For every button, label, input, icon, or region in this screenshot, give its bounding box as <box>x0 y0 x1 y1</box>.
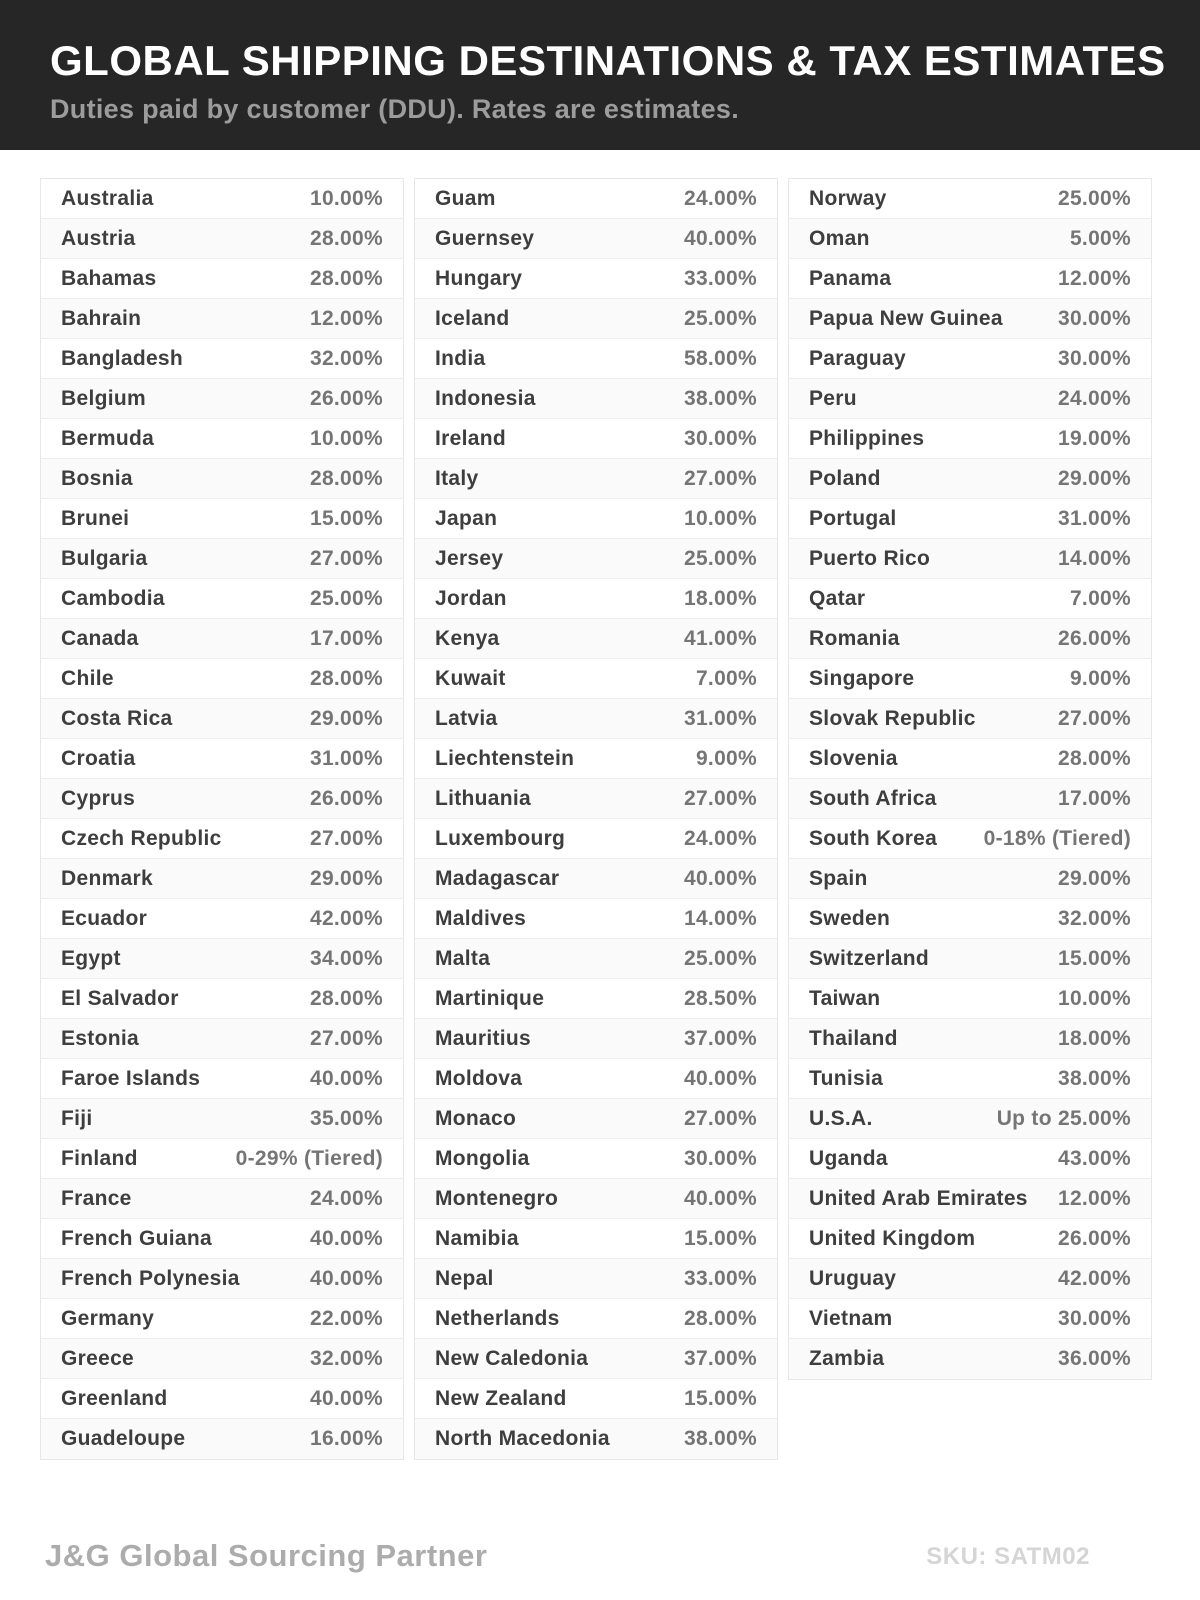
country-label: Thailand <box>809 1026 898 1050</box>
country-label: France <box>61 1186 132 1210</box>
table-row <box>789 219 1151 259</box>
rate-value: 27.00% <box>683 1106 757 1130</box>
table-row <box>41 819 403 859</box>
rate-value: 24.00% <box>683 826 757 850</box>
rate-value: 27.00% <box>683 466 757 490</box>
table-row <box>415 939 777 979</box>
table-row <box>789 459 1151 499</box>
table-row <box>415 1139 777 1179</box>
country-label: Maldives <box>435 906 527 930</box>
rate-value: 37.00% <box>683 1026 757 1050</box>
rate-value: 17.00% <box>309 626 383 650</box>
country-label: Slovak Republic <box>809 706 976 730</box>
table-row <box>41 1179 403 1219</box>
rate-value: 29.00% <box>1057 466 1131 490</box>
rate-value: 41.00% <box>683 626 757 650</box>
country-label: Bahrain <box>61 306 142 330</box>
rate-value: 10.00% <box>683 506 757 530</box>
rate-value: 34.00% <box>309 946 383 970</box>
table-row <box>41 939 403 979</box>
table-row <box>415 179 777 219</box>
table-row <box>789 579 1151 619</box>
country-label: Mongolia <box>435 1146 530 1170</box>
table-row <box>415 299 777 339</box>
table-row <box>415 1059 777 1099</box>
table-row <box>415 539 777 579</box>
rates-column-3 <box>788 178 1152 1380</box>
country-label: Taiwan <box>809 986 881 1010</box>
rate-value: 26.00% <box>1057 626 1131 650</box>
rate-value: Up to 25.00% <box>996 1106 1131 1130</box>
rate-value: 15.00% <box>1057 946 1131 970</box>
country-label: Netherlands <box>435 1306 560 1330</box>
rate-value: 40.00% <box>683 1186 757 1210</box>
country-label: Bermuda <box>61 426 155 450</box>
country-label: Norway <box>809 186 887 210</box>
country-label: Brunei <box>61 506 130 530</box>
country-label: Malta <box>435 946 491 970</box>
table-row <box>789 979 1151 1019</box>
table-row <box>415 859 777 899</box>
table-row <box>415 779 777 819</box>
country-label: Kuwait <box>435 666 506 690</box>
country-label: South Africa <box>809 786 937 810</box>
table-row <box>41 499 403 539</box>
table-row <box>789 699 1151 739</box>
rates-table <box>40 178 1152 1460</box>
country-label: Papua New Guinea <box>809 306 1003 330</box>
country-label: Germany <box>61 1306 155 1330</box>
table-row <box>789 1339 1151 1379</box>
table-row <box>41 979 403 1019</box>
country-label: Tunisia <box>809 1066 884 1090</box>
country-label: Guadeloupe <box>61 1427 186 1450</box>
rate-value: 32.00% <box>309 1346 383 1370</box>
country-label: Portugal <box>809 506 897 530</box>
country-label: Vietnam <box>809 1306 893 1330</box>
table-row <box>789 819 1151 859</box>
rate-value: 15.00% <box>683 1386 757 1410</box>
country-label: Hungary <box>435 266 523 290</box>
table-row <box>415 499 777 539</box>
country-label: Zambia <box>809 1347 885 1370</box>
rates-column-2 <box>414 178 778 1460</box>
table-row <box>415 659 777 699</box>
rate-value: 29.00% <box>309 706 383 730</box>
table-row <box>41 419 403 459</box>
table-row <box>41 1019 403 1059</box>
country-label: Bangladesh <box>61 346 184 370</box>
table-row <box>415 619 777 659</box>
country-label: Nepal <box>435 1266 494 1290</box>
country-label: Greenland <box>61 1386 168 1410</box>
country-label: Denmark <box>61 866 153 890</box>
country-label: Greece <box>61 1346 135 1370</box>
table-row <box>415 1259 777 1299</box>
rate-value: 24.00% <box>683 186 757 210</box>
table-row <box>41 1419 403 1459</box>
rate-value: 40.00% <box>309 1066 383 1090</box>
country-label: Oman <box>809 226 870 250</box>
table-row <box>415 1099 777 1139</box>
rate-value: 5.00% <box>1069 226 1131 250</box>
rate-value: 30.00% <box>1057 1306 1131 1330</box>
country-label: Montenegro <box>435 1186 559 1210</box>
rate-value: 40.00% <box>683 1066 757 1090</box>
rate-value: 31.00% <box>1057 506 1131 530</box>
rate-value: 31.00% <box>683 706 757 730</box>
rate-value: 19.00% <box>1057 426 1131 450</box>
rate-value: 25.00% <box>683 546 757 570</box>
rate-value: 25.00% <box>683 946 757 970</box>
country-label: Panama <box>809 266 892 290</box>
table-row <box>415 1179 777 1219</box>
rate-value: 15.00% <box>309 506 383 530</box>
country-label: Finland <box>61 1146 138 1170</box>
rate-value: 38.00% <box>1057 1066 1131 1090</box>
table-row <box>41 459 403 499</box>
table-row <box>789 939 1151 979</box>
country-label: Croatia <box>61 746 136 770</box>
rate-value: 18.00% <box>683 586 757 610</box>
sku-label: SKU: SATM02 <box>926 1543 1090 1570</box>
table-row <box>789 179 1151 219</box>
rate-value: 29.00% <box>309 866 383 890</box>
rate-value: 28.00% <box>1057 746 1131 770</box>
country-label: Poland <box>809 466 881 490</box>
rate-value: 29.00% <box>1057 866 1131 890</box>
table-row <box>41 1059 403 1099</box>
rate-value: 16.00% <box>309 1427 383 1450</box>
table-row <box>41 179 403 219</box>
rate-value: 26.00% <box>309 786 383 810</box>
country-label: Uruguay <box>809 1266 897 1290</box>
country-label: Faroe Islands <box>61 1066 201 1090</box>
rate-value: 7.00% <box>695 666 757 690</box>
country-label: United Kingdom <box>809 1226 976 1250</box>
rate-value: 42.00% <box>1057 1266 1131 1290</box>
rate-value: 58.00% <box>683 346 757 370</box>
table-row <box>41 1379 403 1419</box>
table-row <box>415 819 777 859</box>
table-row <box>41 859 403 899</box>
country-label: Guernsey <box>435 226 535 250</box>
country-label: Madagascar <box>435 866 560 890</box>
rate-value: 24.00% <box>1057 386 1131 410</box>
country-label: Bahamas <box>61 266 157 290</box>
country-label: United Arab Emirates <box>809 1186 1028 1210</box>
rate-value: 32.00% <box>1057 906 1131 930</box>
rate-value: 17.00% <box>1057 786 1131 810</box>
rate-value: 27.00% <box>309 1026 383 1050</box>
table-row <box>41 539 403 579</box>
country-label: Iceland <box>435 306 510 330</box>
country-label: Luxembourg <box>435 826 566 850</box>
table-row <box>415 699 777 739</box>
table-row <box>41 1139 403 1179</box>
table-row <box>789 899 1151 939</box>
country-label: Czech Republic <box>61 826 222 850</box>
table-row <box>789 259 1151 299</box>
rate-value: 10.00% <box>309 426 383 450</box>
country-label: North Macedonia <box>435 1427 610 1450</box>
page-title: GLOBAL SHIPPING DESTINATIONS & TAX ESTIMATES <box>50 37 1166 84</box>
table-row <box>789 499 1151 539</box>
country-label: Qatar <box>809 586 866 610</box>
country-label: Monaco <box>435 1106 517 1130</box>
country-label: Uganda <box>809 1146 888 1170</box>
rate-value: 42.00% <box>309 906 383 930</box>
table-row <box>41 1339 403 1379</box>
rate-value: 35.00% <box>309 1106 383 1130</box>
rate-value: 25.00% <box>1057 186 1131 210</box>
table-row <box>415 739 777 779</box>
brand-name: J&G Global Sourcing Partner <box>45 1538 488 1573</box>
rate-value: 12.00% <box>309 306 383 330</box>
table-row <box>415 1379 777 1419</box>
country-label: Canada <box>61 626 139 650</box>
rate-value: 28.00% <box>309 226 383 250</box>
country-label: Martinique <box>435 986 545 1010</box>
table-row <box>41 1099 403 1139</box>
table-row <box>789 1179 1151 1219</box>
rate-value: 40.00% <box>309 1266 383 1290</box>
rate-value: 28.00% <box>309 266 383 290</box>
rate-value: 33.00% <box>683 266 757 290</box>
table-row <box>41 739 403 779</box>
rate-value: 40.00% <box>683 226 757 250</box>
rate-value: 32.00% <box>309 346 383 370</box>
table-row <box>415 1019 777 1059</box>
table-row <box>415 1419 777 1459</box>
table-row <box>415 219 777 259</box>
country-label: Egypt <box>61 946 121 970</box>
country-label: French Polynesia <box>61 1266 240 1290</box>
rates-column-1 <box>40 178 404 1460</box>
country-label: Peru <box>809 386 857 410</box>
country-label: French Guiana <box>61 1226 212 1250</box>
table-row <box>41 619 403 659</box>
rate-value: 30.00% <box>683 426 757 450</box>
country-label: Cambodia <box>61 586 165 610</box>
country-label: Namibia <box>435 1226 519 1250</box>
country-label: Bosnia <box>61 466 133 490</box>
header-banner <box>0 0 1200 150</box>
country-label: Cyprus <box>61 786 136 810</box>
table-row <box>415 379 777 419</box>
rate-value: 7.00% <box>1069 586 1131 610</box>
rate-value: 40.00% <box>309 1226 383 1250</box>
table-row <box>415 459 777 499</box>
country-label: Estonia <box>61 1026 139 1050</box>
rate-value: 25.00% <box>683 306 757 330</box>
country-label: El Salvador <box>61 986 179 1010</box>
country-label: Switzerland <box>809 946 929 970</box>
rate-value: 0-18% (Tiered) <box>983 826 1131 850</box>
rate-value: 27.00% <box>309 826 383 850</box>
rate-value: 0-29% (Tiered) <box>235 1146 383 1170</box>
rate-value: 25.00% <box>309 586 383 610</box>
table-row <box>41 1259 403 1299</box>
rate-value: 28.00% <box>683 1306 757 1330</box>
rate-value: 30.00% <box>683 1146 757 1170</box>
page-subtitle: Duties paid by customer (DDU). Rates are estimates. <box>50 94 740 124</box>
rate-value: 40.00% <box>683 866 757 890</box>
country-label: Bulgaria <box>61 546 148 570</box>
table-row <box>41 259 403 299</box>
country-label: Jersey <box>435 546 504 570</box>
table-row <box>415 1299 777 1339</box>
country-label: Guam <box>435 186 496 210</box>
country-label: India <box>435 346 486 370</box>
country-label: Fiji <box>61 1106 93 1130</box>
country-label: Ireland <box>435 426 506 450</box>
country-label: Puerto Rico <box>809 546 931 570</box>
country-label: Singapore <box>809 666 915 690</box>
table-row <box>789 1019 1151 1059</box>
rate-value: 15.00% <box>683 1226 757 1250</box>
rate-value: 26.00% <box>309 386 383 410</box>
table-row <box>415 339 777 379</box>
rate-value: 37.00% <box>683 1346 757 1370</box>
table-row <box>789 419 1151 459</box>
table-row <box>789 619 1151 659</box>
country-label: Costa Rica <box>61 706 173 730</box>
table-row <box>415 259 777 299</box>
country-label: Paraguay <box>809 346 906 370</box>
table-row <box>415 1339 777 1379</box>
rate-value: 28.00% <box>309 466 383 490</box>
rate-value: 40.00% <box>309 1386 383 1410</box>
country-label: Mauritius <box>435 1026 532 1050</box>
rate-value: 33.00% <box>683 1266 757 1290</box>
table-row <box>415 979 777 1019</box>
table-row <box>789 1059 1151 1099</box>
table-row <box>789 379 1151 419</box>
table-row <box>789 1099 1151 1139</box>
country-label: Moldova <box>435 1066 523 1090</box>
table-row <box>415 899 777 939</box>
table-row <box>789 1219 1151 1259</box>
country-label: Jordan <box>435 586 507 610</box>
country-label: Liechtenstein <box>435 746 575 770</box>
table-row <box>415 1219 777 1259</box>
country-label: Belgium <box>61 386 146 410</box>
table-row <box>41 1299 403 1339</box>
country-label: Kenya <box>435 626 500 650</box>
country-label: Chile <box>61 666 114 690</box>
country-label: Indonesia <box>435 386 536 410</box>
country-label: Slovenia <box>809 746 898 770</box>
rate-value: 10.00% <box>309 186 383 210</box>
rate-value: 27.00% <box>309 546 383 570</box>
rate-value: 27.00% <box>683 786 757 810</box>
rate-value: 9.00% <box>1069 666 1131 690</box>
table-row <box>789 339 1151 379</box>
table-row <box>41 299 403 339</box>
rate-value: 30.00% <box>1057 306 1131 330</box>
rate-value: 36.00% <box>1057 1347 1131 1370</box>
rate-value: 30.00% <box>1057 346 1131 370</box>
table-row <box>789 739 1151 779</box>
rate-value: 14.00% <box>1057 546 1131 570</box>
table-row <box>789 1259 1151 1299</box>
country-label: South Korea <box>809 826 938 850</box>
rate-value: 26.00% <box>1057 1226 1131 1250</box>
rate-value: 31.00% <box>309 746 383 770</box>
table-row <box>789 859 1151 899</box>
table-row <box>41 659 403 699</box>
country-label: Japan <box>435 506 498 530</box>
table-row <box>41 219 403 259</box>
country-label: Latvia <box>435 706 498 730</box>
country-label: Romania <box>809 626 900 650</box>
rate-value: 24.00% <box>309 1186 383 1210</box>
rate-value: 22.00% <box>309 1306 383 1330</box>
rate-value: 18.00% <box>1057 1026 1131 1050</box>
country-label: Lithuania <box>435 786 532 810</box>
rate-value: 14.00% <box>683 906 757 930</box>
rate-value: 12.00% <box>1057 1186 1131 1210</box>
table-row <box>789 1139 1151 1179</box>
table-row <box>41 379 403 419</box>
rate-value: 10.00% <box>1057 986 1131 1010</box>
table-row <box>41 779 403 819</box>
rate-value: 12.00% <box>1057 266 1131 290</box>
country-label: Australia <box>61 186 154 210</box>
country-label: Spain <box>809 866 868 890</box>
table-row <box>789 779 1151 819</box>
table-row <box>41 339 403 379</box>
rate-value: 28.50% <box>683 986 757 1010</box>
table-row <box>415 579 777 619</box>
country-label: Austria <box>61 226 136 250</box>
rate-value: 43.00% <box>1057 1146 1131 1170</box>
rate-value: 27.00% <box>1057 706 1131 730</box>
country-label: Philippines <box>809 426 925 450</box>
country-label: Italy <box>435 466 479 490</box>
country-label: Ecuador <box>61 906 148 930</box>
country-label: New Zealand <box>435 1386 567 1410</box>
table-row <box>41 1219 403 1259</box>
table-row <box>41 899 403 939</box>
rate-value: 9.00% <box>695 746 757 770</box>
rate-value: 38.00% <box>683 1427 757 1450</box>
table-row <box>789 1299 1151 1339</box>
rate-value: 38.00% <box>683 386 757 410</box>
table-row <box>789 299 1151 339</box>
rate-value: 28.00% <box>309 666 383 690</box>
table-row <box>789 659 1151 699</box>
table-row <box>41 699 403 739</box>
rate-value: 28.00% <box>309 986 383 1010</box>
table-row <box>415 419 777 459</box>
country-label: U.S.A. <box>809 1106 873 1130</box>
table-row <box>41 579 403 619</box>
country-label: Sweden <box>809 906 891 930</box>
country-label: New Caledonia <box>435 1346 589 1370</box>
table-row <box>789 539 1151 579</box>
